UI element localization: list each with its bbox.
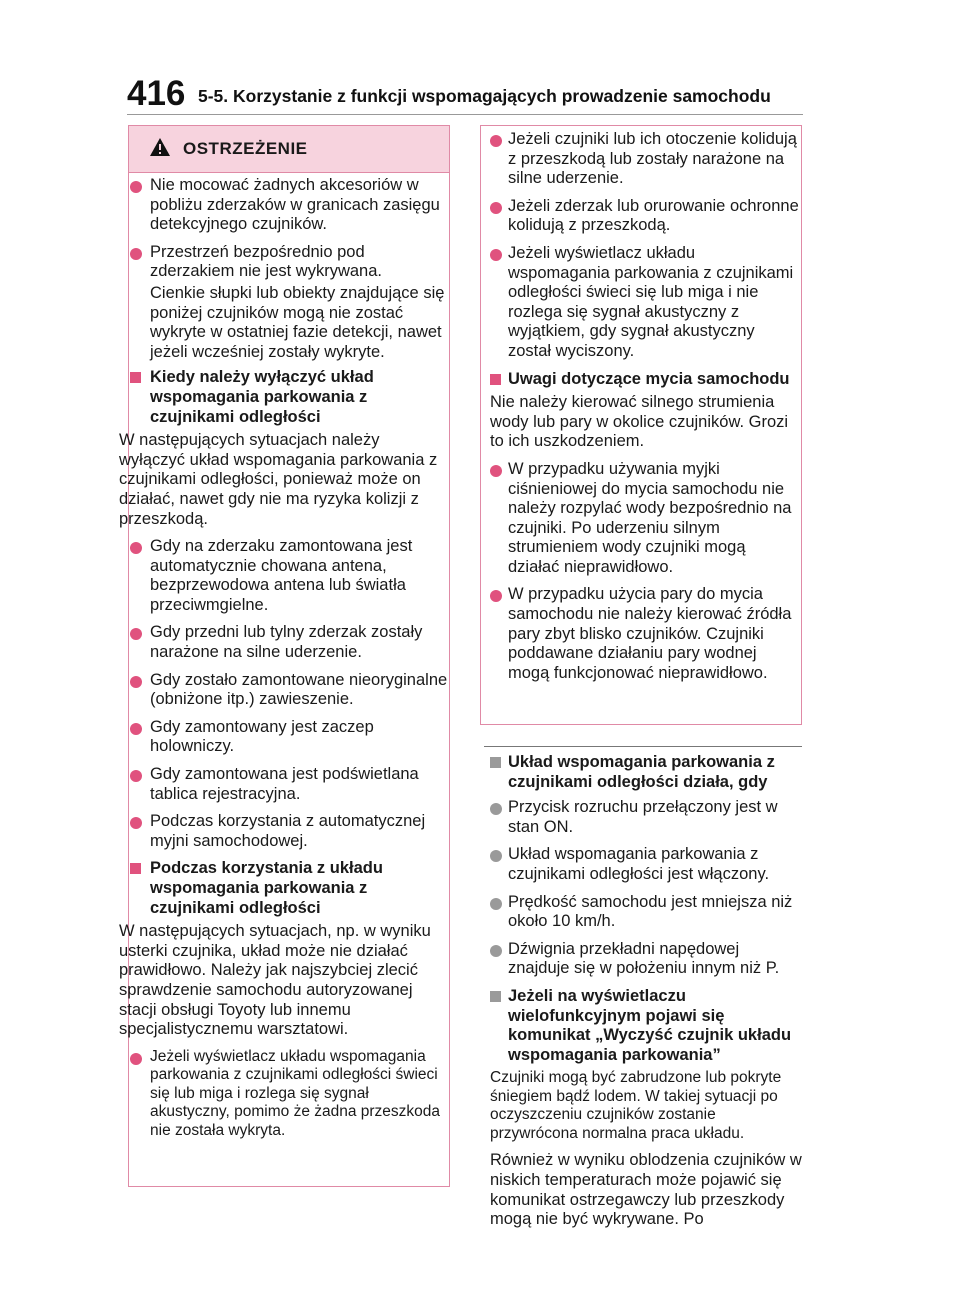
list-item: Gdy zamontowana jest podświetlana tablica rejestracyjna. (118, 765, 448, 804)
list-item: Gdy zostało zamontowane nieoryginalne (obniżone itp.) zawieszenie. (118, 671, 448, 710)
warning-title: OSTRZEŻENIE (183, 139, 308, 158)
list-item: Nie mocować żadnych akcesoriów w pobliżu zderzaków w granicach zasięgu detekcyjnego czujników. (118, 176, 448, 235)
subsection-heading: Uwagi dotyczące mycia samochodu (484, 370, 800, 390)
list-item: Dźwignia przekładni napędowej znajduje się w położeniu innym niż P. (484, 940, 804, 979)
warning-triangle-icon (149, 137, 171, 162)
subsection-heading: Podczas korzystania z układu wspomagania parkowania z czujnikami odległości (118, 859, 448, 918)
list-item: Jeżeli zderzak lub orurowanie ochronne kolidują z przeszkodą. (484, 197, 800, 236)
list-item: Jeżeli wyświetlacz układu wspomagania parkowania z czujnikami odległości świeci się lub miga i rozlega się sygnał akustyczny, pomimo że żadna przeszkoda nie została wykryta. (118, 1048, 448, 1141)
list-item: Jeżeli czujniki lub ich otoczenie kolidują z przeszkodą lub zostały narażone na silne uderzenie. (484, 130, 800, 189)
subsection-heading: Jeżeli na wyświetlaczu wielofunkcyjnym pojawi się komunikat „Wyczyść czujnik układu wspomagania parkowania” (484, 987, 804, 1065)
header-divider (127, 114, 803, 115)
warning-content-right (484, 130, 800, 691)
warning-content-left (118, 176, 448, 1148)
paragraph: W następujących sytuacjach, np. w wyniku usterki czujnika, układ może nie działać prawidłowo. Należy jak najszybciej zlecić sprawdzenie samochodu autoryzowanej stacji obsługi Toyoty lub innemu specjalistycznemu warsztatowi. (119, 922, 431, 1039)
list-item: Prędkość samochodu jest mniejsza niż około 10 km/h. (484, 893, 804, 932)
list-item: Podczas korzystania z automatycznej myjni samochodowej. (118, 812, 448, 851)
warning-header (129, 126, 449, 173)
list-item: Przycisk rozruchu przełączony jest w stan ON. (484, 798, 804, 837)
list-item: Układ wspomagania parkowania z czujnikami odległości jest włączony. (484, 845, 804, 884)
section-title: 5-5. Korzystanie z funkcji wspomagających prowadzenie samochodu (198, 86, 771, 106)
list-item-note: Cienkie słupki lub obiekty znajdujące się poniżej czujników mogą nie zostać wykryte w ostatniej fazie detekcji, nawet jeżeli wcześniej zostały wykryte. (150, 283, 445, 361)
list-item: Gdy przedni lub tylny zderzak zostały narażone na silne uderzenie. (118, 623, 448, 662)
info-content-right (484, 747, 804, 1238)
list-item: W przypadku użycia pary do mycia samochodu nie należy kierować źródła pary zbyt blisko czujników. Czujniki poddawane działaniu pary wodnej mogą funkcjonować nieprawidłowo. (484, 585, 800, 683)
subsection-heading: Kiedy należy wyłączyć układ wspomagania parkowania z czujnikami odległości (118, 368, 448, 427)
list-item: Gdy na zderzaku zamontowana jest automatycznie chowana antena, bezprzewodowa antena lub światła przeciwmgielne. (118, 537, 448, 615)
list-item: Gdy zamontowany jest zaczep holowniczy. (118, 718, 448, 757)
subsection-heading: Układ wspomagania parkowania z czujnikami odległości działa, gdy (484, 753, 804, 792)
paragraph: Nie należy kierować silnego strumienia wody lub pary w okolice czujników. Grozi to ich uszkodzeniem. (490, 393, 789, 451)
page-number: 416 (127, 74, 186, 113)
paragraph: Czujniki mogą być zabrudzone lub pokryte śniegiem bądź lodem. W takiej sytuacji po oczyszczeniu czujników zostanie przywrócona normalna praca układu. (490, 1069, 782, 1142)
paragraph: W następujących sytuacjach należy wyłączyć układ wspomagania parkowania z czujnikami odległości, ponieważ może on działać, nawet gdy nie ma ryzyka kolizji z przeszkodą. (119, 431, 438, 528)
list-item: Przestrzeń bezpośrednio pod zderzakiem nie jest wykrywana. (118, 243, 448, 282)
paragraph: Również w wyniku oblodzenia czujników w niskich temperaturach może pojawić się komunikat ostrzegawczy lub przeszkody mogą nie być wykrywane. Po (490, 1151, 802, 1229)
list-item: Jeżeli wyświetlacz układu wspomagania parkowania z czujnikami odległości świeci się lub miga i nie rozlega się sygnał akustyczny z wyjątkiem, gdy sygnał akustyczny został wyciszony. (484, 244, 800, 362)
list-item: W przypadku używania myjki ciśnieniowej do mycia samochodu nie należy rozpylać wody bezpośrednio na czujniki. Po uderzeniu silnym strumieniem wody czujniki mogą działać nieprawidłowo. (484, 460, 800, 578)
